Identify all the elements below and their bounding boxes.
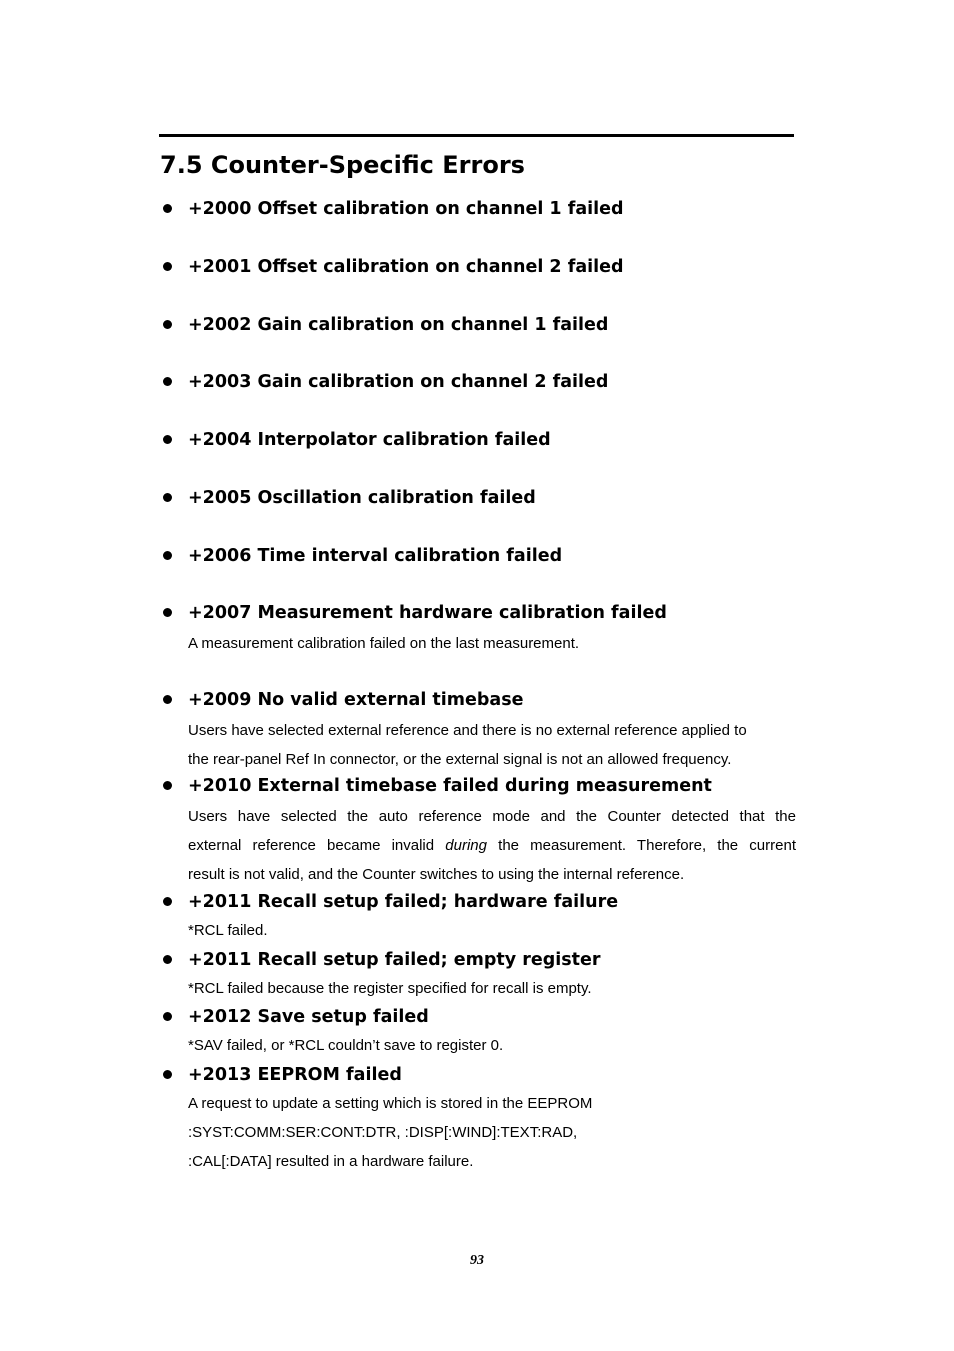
section-rule xyxy=(159,134,794,137)
error-heading: +2006 Time interval calibration failed xyxy=(188,546,563,566)
bullet-icon xyxy=(163,955,172,964)
bullet-icon xyxy=(163,377,172,386)
description-line: *RCL failed. xyxy=(188,922,268,939)
bullet-icon xyxy=(163,204,172,213)
error-heading: +2009 No valid external timebase xyxy=(188,690,524,710)
section-title: 7.5 Counter-Specific Errors xyxy=(160,151,525,179)
error-heading: +2004 Interpolator calibration failed xyxy=(188,430,551,450)
description-line: Users have selected external reference and there is no external reference applied to xyxy=(188,722,747,739)
error-description xyxy=(188,716,796,774)
description-line: :SYST:COMM:SER:CONT:DTR, :DISP[:WIND]:TEXT:RAD, xyxy=(188,1124,578,1141)
page-number: 93 xyxy=(470,1253,484,1268)
bullet-icon xyxy=(163,1012,172,1021)
bullet-icon xyxy=(163,320,172,329)
error-heading: +2010 External timebase failed during measurement xyxy=(188,776,712,796)
description-line: *RCL failed because the register specified for recall is empty. xyxy=(188,980,592,997)
bullet-icon xyxy=(163,435,172,444)
error-heading: +2003 Gain calibration on channel 2 failed xyxy=(188,372,609,392)
bullet-icon xyxy=(163,551,172,560)
description-line: the rear-panel Ref In connector, or the external signal is not an allowed frequency. xyxy=(188,751,732,768)
error-heading: +2005 Oscillation calibration failed xyxy=(188,488,536,508)
bullet-icon xyxy=(163,781,172,790)
error-heading: +2002 Gain calibration on channel 1 failed xyxy=(188,315,609,335)
bullet-icon xyxy=(163,493,172,502)
bullet-icon xyxy=(163,1070,172,1079)
description-text: the measurement. Therefore, the current xyxy=(498,837,796,854)
description-line: Users have selected the auto reference mode and the Counter detected that the xyxy=(188,808,796,825)
emphasized-word: during xyxy=(445,837,487,854)
bullet-icon xyxy=(163,608,172,617)
bullet-icon xyxy=(163,897,172,906)
error-heading: +2013 EEPROM failed xyxy=(188,1065,402,1085)
bullet-icon xyxy=(163,262,172,271)
bullet-icon xyxy=(163,695,172,704)
error-heading: +2000 Offset calibration on channel 1 failed xyxy=(188,199,624,219)
error-heading: +2012 Save setup failed xyxy=(188,1007,429,1027)
description-line: result is not valid, and the Counter switches to using the internal reference. xyxy=(188,866,685,883)
description-line xyxy=(188,831,796,860)
error-heading: +2011 Recall setup failed; hardware failure xyxy=(188,892,619,912)
error-description xyxy=(188,629,796,658)
description-line: *SAV failed, or *RCL couldn’t save to register 0. xyxy=(188,1037,504,1054)
error-heading: +2007 Measurement hardware calibration failed xyxy=(188,603,667,623)
error-description xyxy=(188,916,796,945)
error-description xyxy=(188,1031,796,1060)
error-description xyxy=(188,802,796,889)
description-line: A measurement calibration failed on the last measurement. xyxy=(188,635,580,652)
error-description xyxy=(188,1089,796,1176)
description-line: A request to update a setting which is stored in the EEPROM xyxy=(188,1095,593,1112)
error-heading: +2011 Recall setup failed; empty register xyxy=(188,950,601,970)
description-line: :CAL[:DATA] resulted in a hardware failure. xyxy=(188,1153,474,1170)
error-heading: +2001 Offset calibration on channel 2 failed xyxy=(188,257,624,277)
description-text: external reference became invalid xyxy=(188,837,435,854)
error-description xyxy=(188,974,796,1003)
